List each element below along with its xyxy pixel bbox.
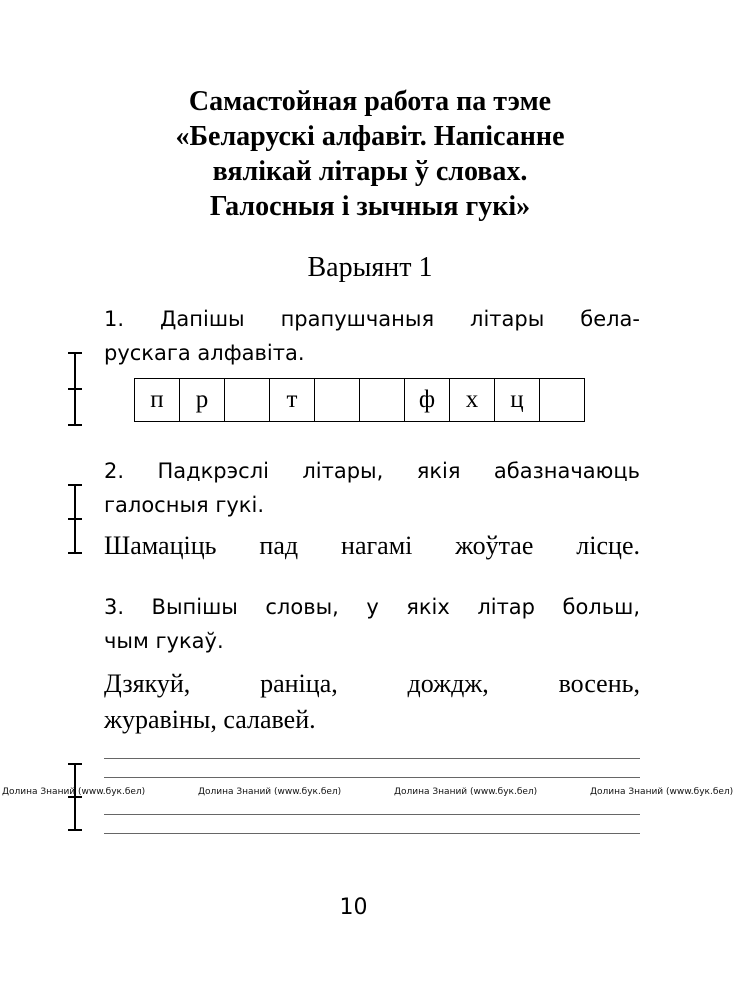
answer-line[interactable] bbox=[104, 758, 640, 759]
score-bracket-task2 bbox=[68, 484, 82, 554]
title-line-4: Галосныя і зычныя гукі» bbox=[209, 191, 531, 222]
task2-instruction bbox=[104, 454, 640, 522]
letter-cell-blank[interactable] bbox=[360, 379, 405, 422]
title-line-1: Самастойная работа па тэме bbox=[188, 86, 552, 117]
alphabet-table bbox=[134, 378, 585, 422]
letter-cell-blank[interactable] bbox=[225, 379, 270, 422]
letter-cell: ц bbox=[495, 379, 540, 422]
task3-line-2: чым гукаў. bbox=[104, 629, 224, 653]
answer-line[interactable] bbox=[104, 777, 640, 778]
title-line-3: вялікай літары ў словах. bbox=[212, 156, 528, 187]
letter-cell-blank[interactable] bbox=[315, 379, 360, 422]
answer-line[interactable] bbox=[104, 833, 640, 834]
watermark bbox=[0, 787, 733, 803]
task2-line-1: 2. Падкрэслі літары, якія абазначаюць bbox=[104, 459, 640, 483]
answer-line[interactable] bbox=[104, 814, 640, 815]
variant-heading: Варыянт 1 bbox=[307, 252, 433, 283]
watermark-text: Долина Знаний (www.бук.бел) bbox=[394, 787, 538, 797]
task1-line-1: 1. Дапішы прапушчаныя літары бела- bbox=[104, 307, 640, 331]
letter-cell: х bbox=[450, 379, 495, 422]
watermark-text: Долина Знаний (www.бук.бел) bbox=[198, 787, 342, 797]
letter-cell: п bbox=[135, 379, 180, 422]
page-number: 10 bbox=[339, 895, 368, 920]
watermark-text: Долина Знаний (www.бук.бел) bbox=[2, 787, 146, 797]
letter-cell: р bbox=[180, 379, 225, 422]
letter-cell: т bbox=[270, 379, 315, 422]
task3-line-1: 3. Выпішы словы, у якіх літар больш, bbox=[104, 595, 640, 619]
task2-sentence-text[interactable]: Шамаціць пад нагамі жоўтае лісце. bbox=[104, 531, 640, 560]
task3-words-line-1: Дзякуй, раніца, дождж, восень, bbox=[104, 669, 640, 698]
task3-instruction bbox=[104, 590, 640, 658]
watermark-text: Долина Знаний (www.бук.бел) bbox=[590, 787, 733, 797]
task3-words bbox=[104, 666, 640, 738]
task3-words-line-2: журавіны, салавей. bbox=[104, 705, 316, 734]
task1-line-2: рускага алфавіта. bbox=[104, 341, 305, 365]
task2-sentence bbox=[104, 528, 640, 564]
task1-instruction bbox=[104, 302, 640, 370]
score-bracket-task1 bbox=[68, 352, 82, 426]
title-line-2: «Беларускі алфавіт. Напісанне bbox=[175, 121, 565, 152]
task2-line-2: галосныя гукі. bbox=[104, 493, 264, 517]
letter-cell-blank[interactable] bbox=[540, 379, 585, 422]
letter-cell: ф bbox=[405, 379, 450, 422]
page-title bbox=[100, 84, 640, 224]
